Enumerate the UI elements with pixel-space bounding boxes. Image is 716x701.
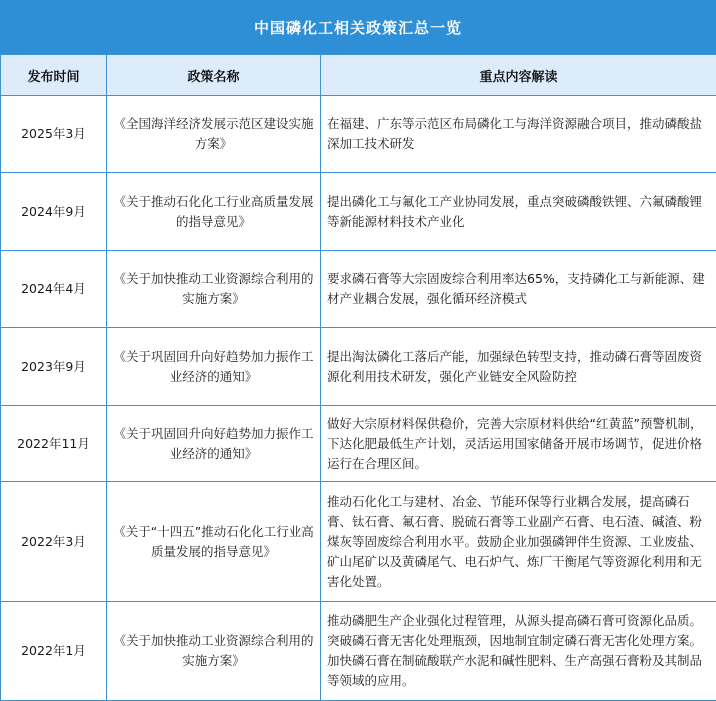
table-row <box>1 406 716 482</box>
table-row <box>1 328 716 406</box>
cell-content: 提出磷化工与氟化工产业协同发展，重点突破磷酸铁锂、六氟磷酸锂等新能源材料技术产业化 <box>321 173 716 251</box>
table-row <box>1 96 716 173</box>
cell-date: 2022年3月 <box>1 482 107 602</box>
cell-date: 2024年9月 <box>1 173 107 251</box>
cell-content: 做好大宗原材料保供稳价，完善大宗原材料供给“红黄蓝”预警机制，下达化肥最低生产计划，灵活运用国家储备开展市场调节，促进价格运行在合理区间。 <box>321 406 716 482</box>
cell-content: 提出淘汰磷化工落后产能，加强绿色转型支持，推动磷石膏等固废资源化利用技术研发，强化产业链安全风险防控 <box>321 328 716 406</box>
cell-date: 2023年9月 <box>1 328 107 406</box>
header-policy-name: 政策名称 <box>107 55 321 96</box>
table-row <box>1 482 716 602</box>
policy-table <box>0 54 716 701</box>
table-row <box>1 173 716 251</box>
cell-date: 2025年3月 <box>1 96 107 173</box>
header-row <box>1 55 716 96</box>
table-row <box>1 251 716 328</box>
cell-policy-name: 《关于推动石化化工行业高质量发展的指导意见》 <box>107 173 321 251</box>
cell-date: 2022年11月 <box>1 406 107 482</box>
header-key-content: 重点内容解读 <box>321 55 716 96</box>
cell-content: 要求磷石膏等大宗固废综合利用率达65%，支持磷化工与新能源、建材产业耦合发展，强化循环经济模式 <box>321 251 716 328</box>
header-date: 发布时间 <box>1 55 107 96</box>
table-row <box>1 602 716 701</box>
table-title: 中国磷化工相关政策汇总一览 <box>0 0 716 54</box>
cell-policy-name: 《关于加快推动工业资源综合利用的实施方案》 <box>107 251 321 328</box>
cell-policy-name: 《关于巩固回升向好趋势加力振作工业经济的通知》 <box>107 406 321 482</box>
cell-date: 2022年1月 <box>1 602 107 701</box>
cell-policy-name: 《关于巩固回升向好趋势加力振作工业经济的通知》 <box>107 328 321 406</box>
cell-content: 推动磷肥生产企业强化过程管理，从源头提高磷石膏可资源化品质。突破磷石膏无害化处理瓶颈，因地制宜制定磷石膏无害化处理方案。加快磷石膏在制硫酸联产水泥和碱性肥料、生产高强石膏粉及其制品等领域的应用。 <box>321 602 716 701</box>
cell-policy-name: 《全国海洋经济发展示范区建设实施方案》 <box>107 96 321 173</box>
cell-content: 推动石化化工与建材、冶金、节能环保等行业耦合发展，提高磷石膏、钛石膏、氟石膏、脱硫石膏等工业副产石膏、电石渣、碱渣、粉煤灰等固废综合利用水平。鼓励企业加强磷钾伴生资源、工业废盐、矿山尾矿以及黄磷尾气、电石炉气、炼厂干衡尾气等资源化利用和无害化处置。 <box>321 482 716 602</box>
cell-date: 2024年4月 <box>1 251 107 328</box>
cell-policy-name: 《关于加快推动工业资源综合利用的实施方案》 <box>107 602 321 701</box>
cell-content: 在福建、广东等示范区布局磷化工与海洋资源融合项目，推动磷酸盐深加工技术研发 <box>321 96 716 173</box>
cell-policy-name: 《关于“十四五”推动石化化工行业高质量发展的指导意见》 <box>107 482 321 602</box>
